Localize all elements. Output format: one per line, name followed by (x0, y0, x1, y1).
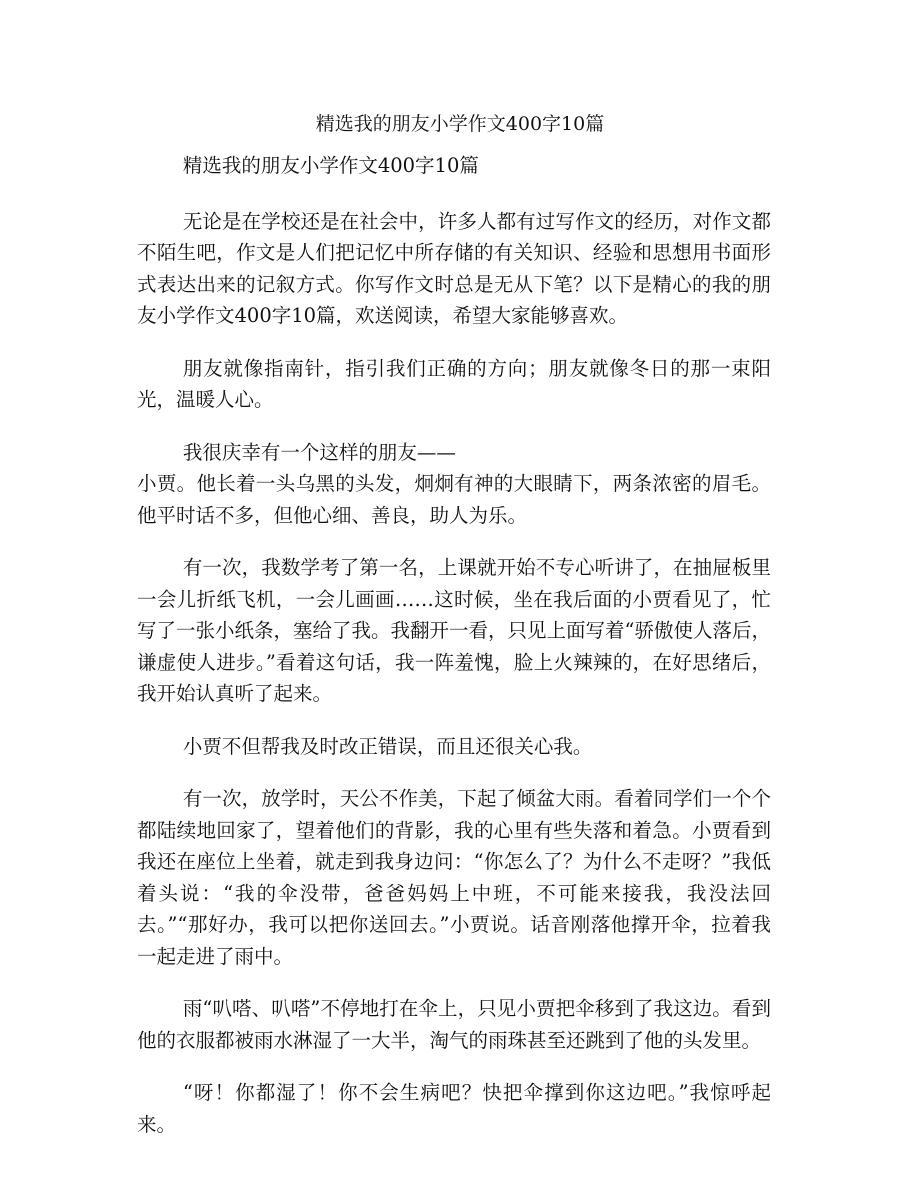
document-body (137, 150, 771, 1161)
document-title: 精选我的朋友小学作文400字10篇 (315, 113, 605, 135)
friend-compass-paragraph: 朋友就像指南针，指引我们正确的方向；朋友就像冬日的那一束阳光，温暖人心。 (137, 356, 771, 411)
lucky-friend-paragraph: 我很庆幸有一个这样的朋友—— (182, 440, 456, 464)
rain-story-paragraph: 有一次，放学时，天公不作美，下起了倾盆大雨。看着同学们一个个都陆续地回家了，望着他们的背影，我的心里有些失落和着急。小贾看到我还在座位上坐着，就走到我身边问：“你怎么了？为什么不走呀？”我低着头说：“我的伞没带，爸爸妈妈上中班，不可能来接我，我没法回去。”“那好办，我可以把你送回去。”小贾说。话音刚落他撑开伞，拉着我一起走进了雨中。 (137, 787, 771, 968)
umbrella-paragraph: 雨“叭嗒、叭嗒”不停地打在伞上，只见小贾把伞移到了我这边。看到他的衣服都被雨水淋湿了一大半，淘气的雨珠甚至还跳到了他的头发里。 (137, 997, 771, 1052)
subtitle-paragraph: 精选我的朋友小学作文400字10篇 (182, 154, 479, 177)
intro-paragraph: 无论是在学校还是在社会中，许多人都有过写作文的经历，对作文都不陌生吧，作文是人们把记忆中所存储的有关知识、经验和思想用书面形式表达出来的记叙方式。你写作文时总是无从下笔？以下是精心的我的朋友小学作文400字10篇，欢送阅读，希望大家能够喜欢。 (137, 209, 771, 327)
xiaojia-description-paragraph: 小贾。他长着一头乌黑的头发，炯炯有神的大眼睛下，两条浓密的眉毛。他平时话不多，但他心细、善良，助人为乐。 (137, 472, 771, 527)
exclaim-paragraph: “呀！你都湿了！你不会生病吧？快把伞撑到你这边吧。”我惊呼起来。 (137, 1081, 771, 1136)
math-story-paragraph: 有一次，我数学考了第一名，上课就开始不专心听讲了，在抽屉板里一会儿折纸飞机，一会儿画画……这时候，坐在我后面的小贾看见了，忙写了一张小纸条，塞给了我。我翻开一看，只见上面写着“骄傲使人落后，谦虚使人进步。”看着这句话，我一阵羞愧，脸上火辣辣的，在好思绪后，我开始认真听了起来。 (137, 556, 771, 705)
caring-paragraph: 小贾不但帮我及时改正错误，而且还很关心我。 (182, 734, 593, 758)
